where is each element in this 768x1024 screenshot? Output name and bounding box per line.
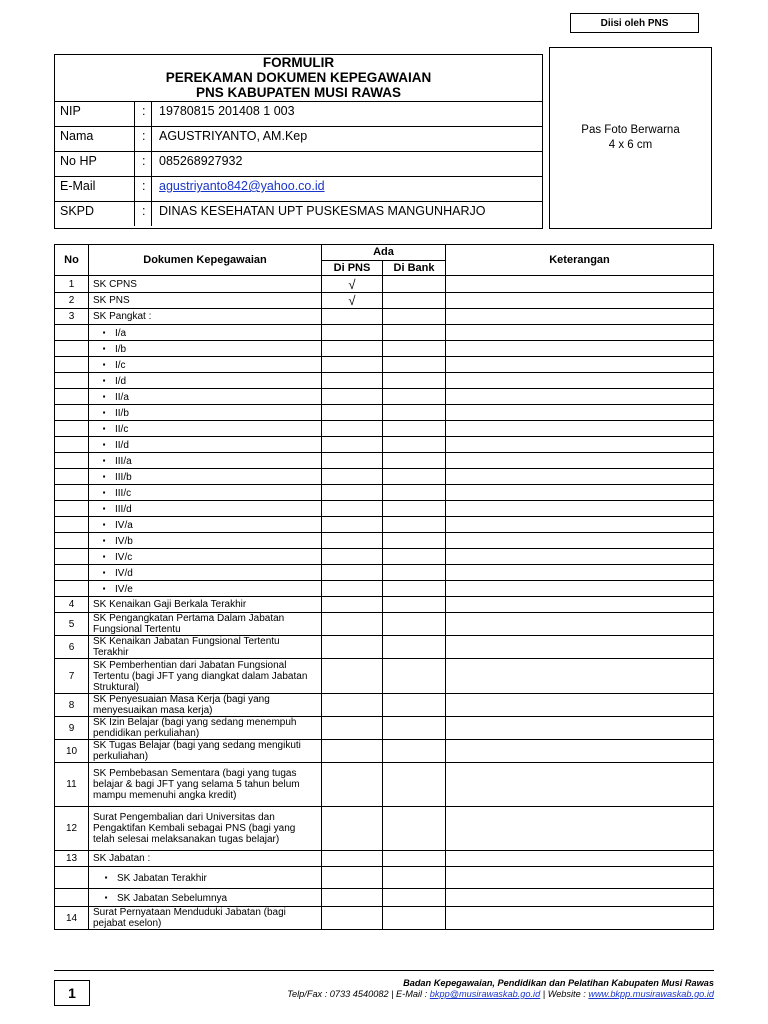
di-bank-cell[interactable]: [383, 907, 446, 930]
row-number: [55, 325, 89, 341]
di-bank-cell[interactable]: [383, 867, 446, 889]
document-name: II/d: [115, 439, 129, 451]
di-bank-cell[interactable]: [383, 565, 446, 581]
di-pns-cell[interactable]: [322, 373, 383, 389]
keterangan-cell[interactable]: [446, 501, 714, 517]
identity-header-box: [54, 54, 543, 229]
di-pns-cell[interactable]: [322, 405, 383, 421]
row-document: [89, 341, 322, 357]
di-pns-cell[interactable]: [322, 357, 383, 373]
di-pns-cell[interactable]: [322, 565, 383, 581]
document-name: SK Penyesuaian Masa Kerja (bagi yang menyesuaikan masa kerja): [93, 694, 270, 716]
di-pns-cell[interactable]: [322, 485, 383, 501]
keterangan-cell[interactable]: [446, 437, 714, 453]
bullet-icon: ▪: [102, 503, 106, 513]
keterangan-cell[interactable]: [446, 293, 714, 309]
table-row: [55, 694, 714, 717]
row-number: 13: [55, 851, 89, 867]
di-bank-cell[interactable]: [383, 613, 446, 636]
di-pns-cell[interactable]: [322, 717, 383, 740]
di-pns-cell[interactable]: [322, 740, 383, 763]
header-no: No: [55, 245, 89, 276]
keterangan-cell[interactable]: [446, 325, 714, 341]
name-value: AGUSTRIYANTO, AM.Kep: [159, 129, 308, 143]
keterangan-cell[interactable]: [446, 565, 714, 581]
keterangan-cell[interactable]: [446, 636, 714, 659]
row-document: [89, 501, 322, 517]
di-bank-cell[interactable]: [383, 373, 446, 389]
di-bank-cell[interactable]: [383, 501, 446, 517]
row-document: [89, 613, 322, 636]
row-document: [89, 597, 322, 613]
row-document: [89, 276, 322, 293]
keterangan-cell[interactable]: [446, 613, 714, 636]
table-row: [55, 421, 714, 437]
row-document: [89, 453, 322, 469]
bullet-icon: ▪: [102, 407, 106, 417]
table-row: [55, 469, 714, 485]
row-number: [55, 453, 89, 469]
di-pns-cell[interactable]: [322, 581, 383, 597]
row-document: [89, 740, 322, 763]
row-number: [55, 501, 89, 517]
row-document: [89, 469, 322, 485]
document-name: I/a: [115, 327, 127, 339]
document-name: I/d: [115, 375, 127, 387]
keterangan-cell[interactable]: [446, 717, 714, 740]
di-bank-cell[interactable]: [383, 453, 446, 469]
di-bank-cell[interactable]: [383, 533, 446, 549]
keterangan-cell[interactable]: [446, 763, 714, 807]
table-row: [55, 309, 714, 325]
di-bank-cell[interactable]: [383, 485, 446, 501]
keterangan-cell[interactable]: [446, 851, 714, 867]
table-row: [55, 889, 714, 907]
row-number: 8: [55, 694, 89, 717]
bullet-icon: ▪: [102, 535, 106, 545]
row-number: 9: [55, 717, 89, 740]
row-document: [89, 485, 322, 501]
di-bank-cell[interactable]: [383, 341, 446, 357]
keterangan-cell[interactable]: [446, 659, 714, 694]
di-bank-cell[interactable]: [383, 437, 446, 453]
bullet-icon: ▪: [104, 872, 108, 882]
di-pns-cell[interactable]: [322, 341, 383, 357]
table-row: [55, 613, 714, 636]
row-number: [55, 485, 89, 501]
info-label: NIP: [60, 104, 81, 118]
footer-website-link[interactable]: www.bkpp.musirawaskab.go.id: [588, 989, 714, 999]
di-pns-cell[interactable]: [322, 309, 383, 325]
keterangan-cell[interactable]: [446, 341, 714, 357]
document-name: II/a: [115, 391, 129, 403]
table-row: [55, 405, 714, 421]
document-table: [54, 244, 714, 930]
document-name: SK PNS: [93, 295, 130, 306]
di-pns-cell[interactable]: [322, 889, 383, 907]
title-line-2: PEREKAMAN DOKUMEN KEPEGAWAIAN: [165, 70, 432, 85]
keterangan-cell[interactable]: [446, 907, 714, 930]
document-name: IV/a: [115, 519, 133, 531]
di-bank-cell[interactable]: [383, 469, 446, 485]
di-pns-cell[interactable]: [322, 469, 383, 485]
table-row: [55, 851, 714, 867]
di-bank-cell[interactable]: [383, 851, 446, 867]
row-document: [89, 581, 322, 597]
header-ada: Ada: [322, 245, 446, 261]
keterangan-cell[interactable]: [446, 581, 714, 597]
filled-by-pns-badge: Diisi oleh PNS: [570, 13, 699, 33]
document-name: SK Pangkat :: [93, 311, 152, 322]
di-bank-cell[interactable]: [383, 717, 446, 740]
di-pns-cell[interactable]: [322, 453, 383, 469]
di-pns-cell[interactable]: [322, 613, 383, 636]
skpd-value: DINAS KESEHATAN UPT PUSKESMAS MANGUNHARJO: [159, 204, 486, 218]
document-name: I/b: [115, 343, 127, 355]
table-row: [55, 389, 714, 405]
document-name: II/c: [115, 423, 129, 435]
form-title: [55, 55, 542, 101]
row-number: 6: [55, 636, 89, 659]
keterangan-cell[interactable]: [446, 373, 714, 389]
row-document: [89, 357, 322, 373]
document-name: III/b: [115, 471, 132, 483]
di-bank-cell[interactable]: [383, 889, 446, 907]
table-row: [55, 717, 714, 740]
di-pns-cell[interactable]: [322, 549, 383, 565]
nip-value: 19780815 201408 1 003: [159, 104, 295, 118]
document-name: SK Pengangkatan Pertama Dalam Jabatan Fungsional Tertentu: [93, 613, 285, 635]
info-row-skpd: SKPD : DINAS KESEHATAN UPT PUSKESMAS MANGUNHARJO: [55, 201, 542, 226]
di-pns-cell[interactable]: [322, 517, 383, 533]
row-document: [89, 867, 322, 889]
di-bank-cell[interactable]: [383, 597, 446, 613]
di-bank-cell[interactable]: [383, 807, 446, 851]
bullet-icon: ▪: [102, 551, 106, 561]
keterangan-cell[interactable]: [446, 807, 714, 851]
document-name: SK Kenaikan Jabatan Fungsional Tertentu Terakhir: [93, 636, 280, 658]
bullet-icon: ▪: [102, 391, 106, 401]
email-link[interactable]: agustriyanto842@yahoo.co.id: [159, 179, 325, 193]
row-number: 12: [55, 807, 89, 851]
document-name: Surat Pengembalian dari Universitas dan Pengaktifan Kembali sebagai PNS (bagi yang telah selesai melaksanakan tugas belajar): [93, 812, 296, 845]
document-name: SK Pemberhentian dari Jabatan Fungsional Tertentu (bagi JFT yang diangkat dalam Jabatan Struktural): [93, 659, 308, 693]
row-number: [55, 389, 89, 405]
keterangan-cell[interactable]: [446, 694, 714, 717]
row-number: [55, 517, 89, 533]
document-name: SK Tugas Belajar (bagi yang sedang mengikuti perkuliahan): [93, 740, 301, 762]
row-number: 2: [55, 293, 89, 309]
di-pns-cell[interactable]: [322, 501, 383, 517]
di-bank-cell[interactable]: [383, 293, 446, 309]
bullet-icon: ▪: [102, 375, 106, 385]
table-row: [55, 293, 714, 309]
row-document: [89, 694, 322, 717]
row-document: [89, 717, 322, 740]
row-number: [55, 373, 89, 389]
row-number: [55, 437, 89, 453]
row-number: [55, 889, 89, 907]
table-row: [55, 763, 714, 807]
di-bank-cell[interactable]: [383, 659, 446, 694]
info-row-nip: NIP : 19780815 201408 1 003: [55, 101, 542, 126]
table-row: [55, 276, 714, 293]
footer-text: [287, 978, 714, 1000]
table-row: [55, 533, 714, 549]
keterangan-cell[interactable]: [446, 357, 714, 373]
bullet-icon: ▪: [102, 455, 106, 465]
keterangan-cell[interactable]: [446, 549, 714, 565]
row-document: [89, 405, 322, 421]
bullet-icon: ▪: [102, 343, 106, 353]
table-row: [55, 341, 714, 357]
photo-placeholder: [549, 47, 712, 229]
row-document: [89, 517, 322, 533]
table-row: [55, 581, 714, 597]
bullet-icon: ▪: [102, 583, 106, 593]
row-document: [89, 293, 322, 309]
row-document: [89, 309, 322, 325]
row-document: [89, 851, 322, 867]
row-number: [55, 405, 89, 421]
row-number: [55, 565, 89, 581]
header-di-bank: Di Bank: [383, 261, 446, 276]
document-name: IV/b: [115, 535, 133, 547]
table-row: [55, 659, 714, 694]
di-pns-cell[interactable]: [322, 659, 383, 694]
di-bank-cell[interactable]: [383, 389, 446, 405]
di-pns-cell[interactable]: [322, 597, 383, 613]
row-document: [89, 763, 322, 807]
keterangan-cell[interactable]: [446, 597, 714, 613]
di-bank-cell[interactable]: [383, 740, 446, 763]
table-row: [55, 807, 714, 851]
table-row: [55, 549, 714, 565]
row-document: [89, 389, 322, 405]
row-number: 7: [55, 659, 89, 694]
di-bank-cell[interactable]: [383, 549, 446, 565]
table-row: [55, 517, 714, 533]
document-name: II/b: [115, 407, 129, 419]
keterangan-cell[interactable]: [446, 389, 714, 405]
photo-size: 4 x 6 cm: [608, 139, 653, 151]
document-name: SK Izin Belajar (bagi yang sedang menempuh pendidikan perkuliahan): [93, 717, 297, 739]
document-name: III/d: [115, 503, 132, 515]
document-name: SK CPNS: [93, 278, 137, 290]
phone-value: 085268927932: [159, 154, 243, 168]
document-name: SK Jabatan Terakhir: [117, 872, 207, 884]
keterangan-cell[interactable]: [446, 485, 714, 501]
document-name: SK Pembebasan Sementara (bagi yang tugas belajar & bagi JFT yang selama 5 tahun belum mampu memenuhi angka kredit): [93, 768, 300, 801]
row-number: [55, 533, 89, 549]
header-document: Dokumen Kepegawaian: [89, 245, 322, 276]
bullet-icon: ▪: [102, 359, 106, 369]
di-bank-cell[interactable]: [383, 405, 446, 421]
di-bank-cell[interactable]: [383, 763, 446, 807]
bullet-icon: ▪: [102, 327, 106, 337]
row-document: [89, 533, 322, 549]
header-di-pns: Di PNS: [322, 261, 383, 276]
di-pns-cell[interactable]: [322, 636, 383, 659]
di-pns-cell[interactable]: √: [322, 276, 383, 293]
row-number: 3: [55, 309, 89, 325]
table-row: [55, 357, 714, 373]
di-pns-cell[interactable]: [322, 907, 383, 930]
row-number: [55, 581, 89, 597]
row-document: [89, 549, 322, 565]
row-document: [89, 636, 322, 659]
keterangan-cell[interactable]: [446, 533, 714, 549]
row-document: [89, 807, 322, 851]
di-bank-cell[interactable]: [383, 581, 446, 597]
di-pns-cell[interactable]: [322, 807, 383, 851]
bullet-icon: ▪: [102, 439, 106, 449]
di-pns-cell[interactable]: [322, 533, 383, 549]
bullet-icon: ▪: [102, 423, 106, 433]
di-bank-cell[interactable]: [383, 276, 446, 293]
di-bank-cell[interactable]: [383, 357, 446, 373]
row-number: 10: [55, 740, 89, 763]
document-name: III/a: [115, 455, 132, 467]
table-row: [55, 437, 714, 453]
bullet-icon: ▪: [102, 519, 106, 529]
row-document: [89, 889, 322, 907]
row-number: 1: [55, 276, 89, 293]
document-name: SK Jabatan :: [93, 853, 151, 864]
document-name: SK Kenaikan Gaji Berkala Terakhir: [93, 599, 247, 610]
title-line-1: FORMULIR: [262, 55, 335, 70]
document-name: SK Jabatan Sebelumnya: [117, 892, 228, 904]
footer-org: Badan Kepegawaian, Pendidikan dan Pelatihan Kabupaten Musi Rawas: [403, 978, 714, 988]
info-label: Nama: [60, 129, 94, 143]
di-pns-cell[interactable]: [322, 389, 383, 405]
keterangan-cell[interactable]: [446, 867, 714, 889]
document-name: IV/c: [115, 551, 133, 563]
keterangan-cell[interactable]: [446, 517, 714, 533]
row-number: [55, 469, 89, 485]
info-row-nohp: No HP : 085268927932: [55, 151, 542, 176]
document-name: I/c: [115, 359, 126, 371]
info-label: E-Mail: [60, 179, 96, 193]
row-number: 14: [55, 907, 89, 930]
row-number: [55, 341, 89, 357]
keterangan-cell[interactable]: [446, 421, 714, 437]
table-row: [55, 325, 714, 341]
di-bank-cell[interactable]: [383, 309, 446, 325]
table-row: [55, 485, 714, 501]
keterangan-cell[interactable]: [446, 405, 714, 421]
di-pns-cell[interactable]: [322, 437, 383, 453]
di-bank-cell[interactable]: [383, 636, 446, 659]
row-document: [89, 907, 322, 930]
bullet-icon: ▪: [104, 892, 108, 902]
title-line-3: PNS KABUPATEN MUSI RAWAS: [195, 85, 401, 100]
row-document: [89, 325, 322, 341]
footer-divider: [54, 970, 714, 971]
table-row: [55, 565, 714, 581]
di-pns-cell[interactable]: [322, 325, 383, 341]
footer-email-link[interactable]: bkpp@musirawaskab.go.id: [429, 989, 541, 999]
keterangan-cell[interactable]: [446, 453, 714, 469]
info-label: No HP: [60, 154, 97, 168]
row-document: [89, 373, 322, 389]
document-name: IV/e: [115, 583, 133, 595]
document-name: IV/d: [115, 567, 133, 579]
row-document: [89, 421, 322, 437]
document-name: III/c: [115, 487, 132, 499]
row-document: [89, 659, 322, 694]
di-bank-cell[interactable]: [383, 421, 446, 437]
page-number: 1: [54, 980, 90, 1006]
keterangan-cell[interactable]: [446, 740, 714, 763]
bullet-icon: ▪: [102, 567, 106, 577]
row-number: [55, 549, 89, 565]
di-pns-cell[interactable]: [322, 421, 383, 437]
table-row: [55, 373, 714, 389]
row-number: [55, 867, 89, 889]
row-document: [89, 565, 322, 581]
document-name: Surat Pernyataan Menduduki Jabatan (bagi pejabat eselon): [93, 907, 286, 929]
row-number: 5: [55, 613, 89, 636]
table-row: [55, 907, 714, 930]
di-pns-cell[interactable]: [322, 694, 383, 717]
info-row-nama: Nama : AGUSTRIYANTO, AM.Kep: [55, 126, 542, 151]
photo-label: Pas Foto Berwarna: [581, 124, 680, 136]
di-pns-cell[interactable]: [322, 867, 383, 889]
row-number: 4: [55, 597, 89, 613]
bullet-icon: ▪: [102, 471, 106, 481]
keterangan-cell[interactable]: [446, 309, 714, 325]
di-bank-cell[interactable]: [383, 694, 446, 717]
keterangan-cell[interactable]: [446, 276, 714, 293]
di-pns-cell[interactable]: √: [322, 293, 383, 309]
table-row: [55, 740, 714, 763]
table-row: [55, 597, 714, 613]
di-pns-cell[interactable]: [322, 851, 383, 867]
keterangan-cell[interactable]: [446, 469, 714, 485]
row-number: [55, 357, 89, 373]
keterangan-cell[interactable]: [446, 889, 714, 907]
row-document: [89, 437, 322, 453]
info-row-email: E-Mail : agustriyanto842@yahoo.co.id: [55, 176, 542, 201]
di-bank-cell[interactable]: [383, 517, 446, 533]
info-label: SKPD: [60, 204, 95, 218]
row-number: 11: [55, 763, 89, 807]
row-number: [55, 421, 89, 437]
di-bank-cell[interactable]: [383, 325, 446, 341]
table-row: [55, 867, 714, 889]
bullet-icon: ▪: [102, 487, 106, 497]
footer-contact: Telp/Fax : 0733 4540082 | E-Mail : bkpp@musirawaskab.go.id | Website : www.bkpp.musirawaskab.go.id: [287, 989, 714, 999]
di-pns-cell[interactable]: [322, 763, 383, 807]
header-keterangan: Keterangan: [446, 245, 714, 276]
table-row: [55, 501, 714, 517]
table-row: [55, 453, 714, 469]
table-row: [55, 636, 714, 659]
